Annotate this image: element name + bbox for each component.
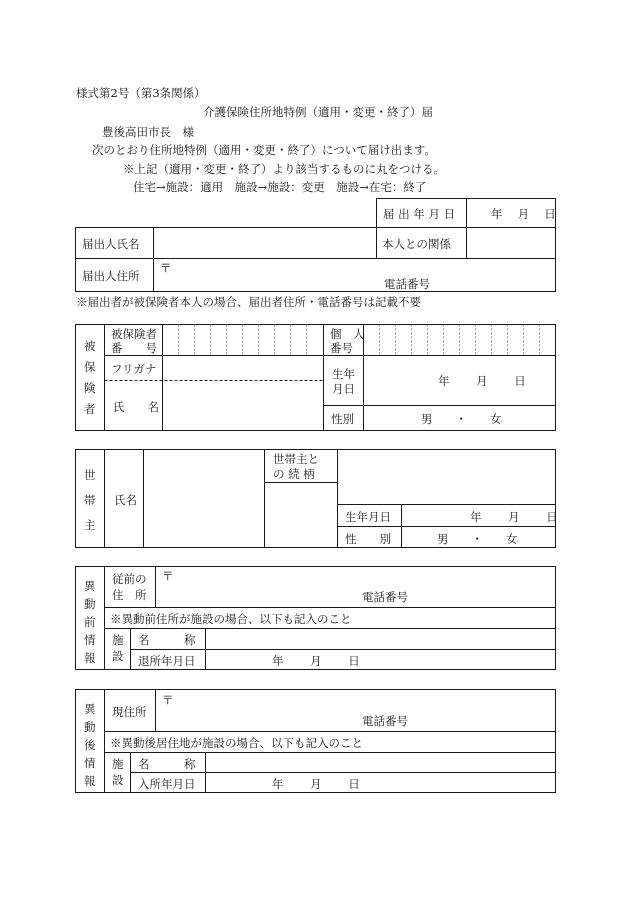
before-side-2: 動 [84, 597, 96, 611]
individual-number-label-1: 個 人 [330, 327, 365, 341]
after-side-4: 情 [84, 756, 96, 770]
before-address-label-1: 従前の [112, 572, 147, 586]
addressee: 豊後高田市長 様 [102, 125, 194, 139]
applicant-phone-label: 電話番号 [384, 277, 430, 291]
intro-text: 次のとおり住所地特例（適用・変更・終了）について届け出ます。 [92, 143, 436, 157]
household-side-3: 主 [84, 518, 96, 532]
after-side-5: 報 [84, 774, 96, 788]
after-facility-side-1: 施 [112, 757, 124, 771]
household-relation-label-1: 世帯主と [273, 452, 319, 466]
insured-birth-value[interactable]: 年 月 日 [438, 374, 526, 388]
household-side-2: 帯 [84, 493, 96, 507]
household-relation-label-2: の 続 柄 [273, 467, 315, 481]
before-facility-side-2: 設 [112, 649, 124, 663]
form-number: 様式第2号（第3条関係） [76, 86, 206, 100]
before-side-3: 前 [84, 615, 96, 629]
after-facility-side-2: 設 [112, 773, 124, 787]
insured-name-label: 氏 名 [113, 400, 159, 414]
after-facility-note: ※異動後居住地が施設の場合、以下も記入のこと [110, 736, 363, 750]
insured-side-2: 保 [84, 360, 96, 374]
household-name-label: 氏名 [114, 493, 137, 507]
furigana-label: フリガナ [111, 362, 157, 376]
before-facility-note: ※異動前住所が施設の場合、以下も記入のこと [110, 612, 352, 626]
household-sex-value[interactable]: 男 ・ 女 [437, 532, 518, 546]
insured-sex-label: 性別 [331, 412, 354, 426]
insured-birth-label-2: 月日 [332, 382, 355, 396]
insured-side-1: 被 [84, 339, 96, 353]
insured-birth-label-1: 生年 [332, 367, 355, 381]
household-sex-label: 性 別 [345, 532, 391, 546]
after-facility-name-label: 名 称 [138, 757, 196, 771]
insured-side-4: 者 [84, 402, 96, 416]
type-legend: 住宅→施設：適用 施設→施設：変更 施設→在宅：終了 [133, 180, 427, 194]
after-enter-date-label: 入所年月日 [138, 777, 196, 791]
before-postal-mark: 〒 [162, 569, 174, 583]
after-side-3: 後 [84, 738, 96, 752]
before-side-4: 情 [84, 633, 96, 647]
applicant-address-label: 届出人住所 [82, 269, 140, 283]
after-side-2: 動 [84, 720, 96, 734]
before-side-1: 異 [84, 579, 96, 593]
after-postal-mark: 〒 [162, 693, 174, 707]
submission-date-value[interactable]: 年 月 日 [491, 207, 556, 221]
form-title: 介護保険住所地特例（適用・変更・終了）届 [203, 105, 433, 119]
circle-note: ※上記（適用・変更・終了）より該当するものに丸をつける。 [123, 162, 445, 176]
insured-sex-value[interactable]: 男 ・ 女 [421, 412, 502, 426]
insured-side-3: 険 [84, 381, 96, 395]
before-address-label-2: 住 所 [112, 588, 147, 602]
before-side-5: 報 [84, 651, 96, 665]
household-birth-label: 生年月日 [345, 510, 391, 524]
household-side-1: 世 [84, 468, 96, 482]
before-leave-date-label: 退所年月日 [138, 654, 196, 668]
after-phone-label: 電話番号 [362, 714, 408, 728]
before-leave-date-value[interactable]: 年 月 日 [272, 654, 360, 668]
individual-number-label-2: 番号 [330, 341, 353, 355]
after-side-1: 異 [84, 702, 96, 716]
before-facility-name-label: 名 称 [138, 633, 196, 647]
relation-label: 本人との関係 [382, 237, 451, 251]
insured-number-label-2: 番 号 [111, 341, 157, 355]
after-enter-date-value[interactable]: 年 月 日 [272, 777, 360, 791]
before-facility-side-1: 施 [112, 633, 124, 647]
insured-number-label-1: 被保険者 [111, 327, 157, 341]
submission-date-label: 届 出 年 月 日 [383, 207, 456, 221]
after-address-label: 現住所 [112, 705, 147, 719]
household-birth-value[interactable]: 年 月 日 [470, 510, 558, 524]
applicant-note: ※届出者が被保険者本人の場合、届出者住所・電話番号は記載不要 [76, 295, 421, 309]
postal-mark: 〒 [160, 261, 172, 275]
before-phone-label: 電話番号 [362, 590, 408, 604]
applicant-name-label: 届出人氏名 [82, 237, 140, 251]
